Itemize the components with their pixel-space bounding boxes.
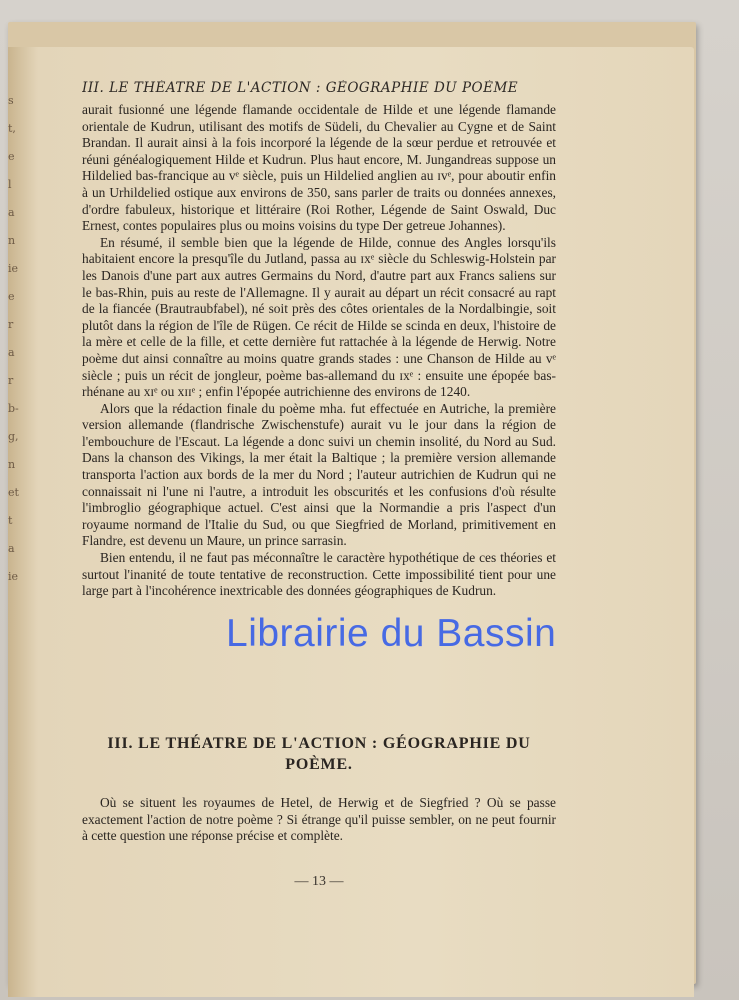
margin-fragment: l <box>8 178 12 191</box>
section-title: III. LE THÉATRE DE L'ACTION : GÉOGRAPHIE DU POÈME. <box>107 735 531 773</box>
paragraph-summary: En résumé, il semble bien que la légende de Hilde, connue des Angles lorsqu'ils habitaient encore la presqu'île du Jutland, passa au ɪxᵉ siècle du Schleswig-Holstein par les Danois d'une part aux autres Germains du Nord, d'autre part aux Francs saliens sur le bas-Rhin, puis au reste de l'Allemagne. Il y aurait au départ un récit consacré au rapt de la fiancée (Brautraubfabel), né soit près des côtes orientales de la Nordalbingie, soit plutôt dans la région de l'île de Rügen. Ce récit de Hilde se scinda en deux, l'histoire de la mère et celle de la fille, et cette dernière fut rattachée à la légende de Herwig. Notre poème dut ainsi connaître au moins quatre grands stades : une Chanson de Hilde au vᵉ siècle ; puis un récit de jongleur, poème bas-allemand du ɪxᵉ : ensuite une épopée bas-rhénane au xɪᵉ ou xɪɪᵉ ; enfin l'épopée autrichienne des environs de 1240. <box>82 234 556 400</box>
margin-fragment: r <box>8 318 14 331</box>
paragraph-continuation: aurait fusionné une légende flamande occidentale de Hilde et une légende flamande orientale de Kudrun, utilisant des motifs de Südeli, du Chevalier au Cygne et de Saint Brandan. Il aurait ainsi à la fois incorporé la légende de la sœur perdue et retrouvée et réuni généalogiquement Hilde et Kudrun. Plus haut encore, M. Jungandreas suppose un Hildelied bas-francique au vᵉ siècle, puis un Hildelied anglien au ɪvᵉ, pour aboutir enfin à un Urhildelied ostique aux environs de 350, sans parler de traits ou données annexes, d'ordre fabuleux, historique et littéraire (Roi Rother, Légende de Saint Oswald, Duc Ernest, contes populaires plus ou moins voisins du type Der getreue Johannes). <box>82 102 556 234</box>
margin-fragment: ie <box>8 570 19 583</box>
margin-fragment: n <box>8 234 16 247</box>
running-head: III. LE THÉATRE DE L'ACTION : GÉOGRAPHIE DU POÈME <box>82 80 519 96</box>
margin-fragment: s <box>8 94 14 107</box>
margin-fragment: a <box>8 542 15 555</box>
margin-fragment: r <box>8 374 14 387</box>
margin-fragment: t, <box>8 122 16 135</box>
paragraph-redaction: Alors que la rédaction finale du poème mha. fut effectuée en Autriche, la première version allemande (flandrische Zwischenstufe) aurait vu le jour dans la région de l'embouchure de l'Escaut. La légende a donc suivi un chemin insolité, du Nord au Sud. Dans la chanson des Vikings, la mer était la Baltique ; la première version allemande transporta l'action aux bords de la mer du Nord ; l'auteur autrichien de Kudrun qui ne connaissait ni l'une ni l'autre, a introduit les obscurités et les confusions d'où résulte l'imbroglio géographique actuel. C'est ainsi que la Normandie a pris l'aspect d'un royaume normand de l'Italie du Sud, ou que Siegfried de Morland, primitivement en Flandre, est devenu un Maure, un prince sarrasin. <box>82 400 556 549</box>
margin-fragment: e <box>8 290 15 303</box>
previous-page-margin <box>8 87 22 987</box>
margin-fragment: g, <box>8 430 19 443</box>
margin-fragment: e <box>8 150 15 163</box>
paragraph-conclusion: Bien entendu, il ne faut pas méconnaître le caractère hypothétique de ces théories et surtout l'inanité de toute tentative de reconstruction. Cette impossibilité tient pour une large part à l'incohérence inextricable des données géographiques de Kudrun. <box>82 550 556 599</box>
margin-fragment: et <box>8 486 19 499</box>
section-body <box>82 795 556 845</box>
page-number: — 13 — <box>294 874 344 889</box>
margin-fragment: a <box>8 206 15 219</box>
watermark: Librairie du Bassin <box>226 612 557 655</box>
section-paragraph: Où se situent les royaumes de Hetel, de Herwig et de Siegfried ? Où se passe exactement l'action de notre poème ? Si étrange qu'il puisse sembler, on ne peut fournir à cette question une réponse précise et complète. <box>82 795 556 844</box>
margin-fragment: n <box>8 458 16 471</box>
body-text <box>82 102 556 600</box>
margin-fragment: ie <box>8 262 19 275</box>
margin-fragment: a <box>8 346 15 359</box>
margin-fragment: t <box>8 514 13 527</box>
margin-fragment: b- <box>8 402 19 415</box>
